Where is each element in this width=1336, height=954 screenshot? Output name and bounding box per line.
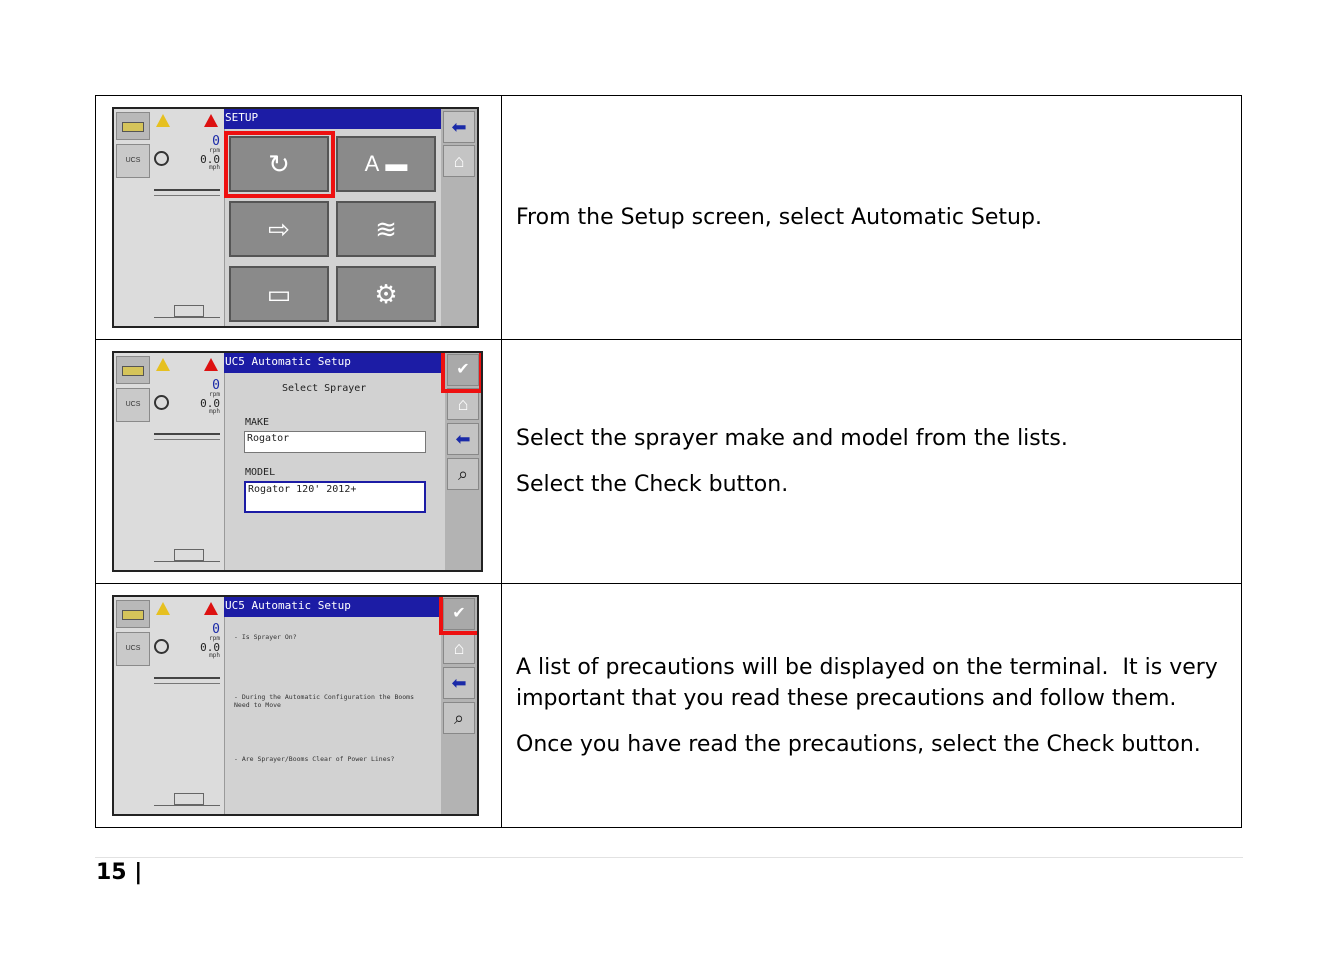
boom-icon bbox=[154, 189, 220, 196]
model-field[interactable]: Rogator 120' 2012+ bbox=[244, 481, 426, 513]
terminal-screenshot-setup bbox=[112, 107, 479, 328]
screenshot-cell bbox=[96, 96, 502, 340]
rpm-value: 0 bbox=[212, 134, 220, 149]
instruction-paragraph: Select the Check button. bbox=[516, 472, 789, 497]
speed-value: 0.0 bbox=[200, 397, 220, 410]
nozzle-icon bbox=[154, 305, 220, 318]
sensor-button[interactable] bbox=[336, 201, 436, 257]
ucs-side-label: UCS bbox=[116, 388, 150, 422]
boom-section-glyph: ▬ bbox=[379, 151, 408, 176]
terminal-header: UC5 Automatic Setup bbox=[224, 597, 441, 617]
caution-icon bbox=[156, 358, 170, 371]
speed-value: 0.0 bbox=[200, 641, 220, 654]
terminal-header: UC5 Automatic Setup bbox=[224, 353, 445, 373]
screenshot-cell bbox=[96, 340, 502, 584]
vehicle-icon bbox=[116, 112, 150, 140]
home-icon[interactable]: ⌂ bbox=[443, 632, 475, 664]
speed-unit: mph bbox=[209, 164, 220, 171]
highlight-check-button bbox=[441, 351, 483, 393]
gear-icon bbox=[154, 395, 169, 410]
alarm-icon bbox=[204, 358, 218, 371]
screenshot-cell bbox=[96, 584, 502, 828]
make-field[interactable]: Rogator bbox=[244, 431, 426, 453]
instruction-text-cell bbox=[502, 340, 1242, 584]
highlight-automatic-setup bbox=[224, 131, 335, 198]
auto-setup-icon: A bbox=[364, 151, 380, 176]
back-arrow-icon[interactable]: ⬅ bbox=[447, 423, 479, 455]
instruction-paragraph: Select the sprayer make and model from the lists. bbox=[516, 426, 1068, 451]
rpm-value: 0 bbox=[212, 378, 220, 393]
alarm-icon bbox=[204, 114, 218, 127]
nozzle-icon bbox=[154, 549, 220, 562]
back-arrow-icon[interactable]: ⬅ bbox=[443, 111, 475, 143]
model-label: MODEL bbox=[245, 467, 276, 478]
home-icon[interactable]: ⌂ bbox=[447, 388, 479, 420]
table-row bbox=[96, 96, 1242, 340]
rpm-unit: rpm bbox=[209, 635, 220, 642]
alarm-icon bbox=[204, 602, 218, 615]
tools-sync-icon: ↻ bbox=[268, 149, 290, 179]
gear-icon bbox=[154, 151, 169, 166]
home-icon[interactable]: ⌂ bbox=[443, 145, 475, 177]
status-panel bbox=[114, 597, 225, 814]
status-panel bbox=[114, 109, 225, 326]
section-icon: ▭ bbox=[266, 279, 292, 309]
back-arrow-icon[interactable]: ⬅ bbox=[443, 667, 475, 699]
nozzle-icon bbox=[154, 793, 220, 806]
boom-tilt-button[interactable] bbox=[229, 201, 329, 257]
highlight-check-button bbox=[439, 595, 479, 635]
speed-unit: mph bbox=[209, 652, 220, 659]
speed-value: 0.0 bbox=[200, 153, 220, 166]
terminal-screenshot-select-sprayer bbox=[112, 351, 483, 572]
make-label: MAKE bbox=[245, 417, 270, 428]
readout bbox=[180, 623, 220, 659]
diagnostics-icon: ⚙ bbox=[374, 279, 398, 309]
check-icon: ✔ bbox=[456, 361, 470, 378]
page-number: 15 | bbox=[96, 860, 143, 885]
right-button-panel bbox=[441, 109, 477, 326]
section-button[interactable] bbox=[229, 266, 329, 322]
auto-setup-button[interactable] bbox=[336, 136, 436, 192]
boom-icon bbox=[154, 433, 220, 440]
readout bbox=[180, 135, 220, 171]
search-icon[interactable]: ⌕ bbox=[447, 458, 479, 490]
rpm-value: 0 bbox=[212, 622, 220, 637]
ucs-side-label: UCS bbox=[116, 632, 150, 666]
search-icon[interactable]: ⌕ bbox=[443, 702, 475, 734]
vehicle-icon bbox=[116, 600, 150, 628]
gear-icon bbox=[154, 639, 169, 654]
ucs-side-label: UCS bbox=[116, 144, 150, 178]
table-row bbox=[96, 340, 1242, 584]
readout bbox=[180, 379, 220, 415]
boom-icon bbox=[154, 677, 220, 684]
check-icon: ✔ bbox=[452, 605, 466, 622]
footer-divider bbox=[95, 857, 1243, 858]
select-sprayer-title: Select Sprayer bbox=[282, 383, 367, 394]
rpm-unit: rpm bbox=[209, 147, 220, 154]
terminal-header: SETUP bbox=[224, 109, 441, 129]
status-panel bbox=[114, 353, 225, 570]
caution-icon bbox=[156, 114, 170, 127]
vehicle-icon bbox=[116, 356, 150, 384]
precaution-item: - Is Sprayer On? bbox=[234, 633, 297, 641]
instruction-paragraph: Once you have read the precautions, select the Check button. bbox=[516, 731, 1201, 757]
precaution-item: - During the Automatic Configuration the Booms Need to Move bbox=[234, 693, 415, 709]
sensor-icon: ≋ bbox=[375, 214, 397, 244]
diagnostics-button[interactable] bbox=[336, 266, 436, 322]
boom-tilt-icon: ⇨ bbox=[268, 214, 290, 244]
terminal-screenshot-precautions bbox=[112, 595, 479, 816]
precaution-item: - Are Sprayer/Booms Clear of Power Lines? bbox=[234, 755, 395, 763]
instruction-paragraph: A list of precautions will be displayed on the terminal. It is very important that you read these precautions and follow them. bbox=[516, 654, 1225, 711]
instruction-table bbox=[95, 95, 1242, 828]
rpm-unit: rpm bbox=[209, 391, 220, 398]
caution-icon bbox=[156, 602, 170, 615]
instruction-text-cell bbox=[502, 96, 1242, 340]
table-row bbox=[96, 584, 1242, 828]
instruction-text-cell bbox=[502, 584, 1242, 828]
speed-unit: mph bbox=[209, 408, 220, 415]
instruction-paragraph: From the Setup screen, select Automatic Setup. bbox=[516, 205, 1042, 230]
